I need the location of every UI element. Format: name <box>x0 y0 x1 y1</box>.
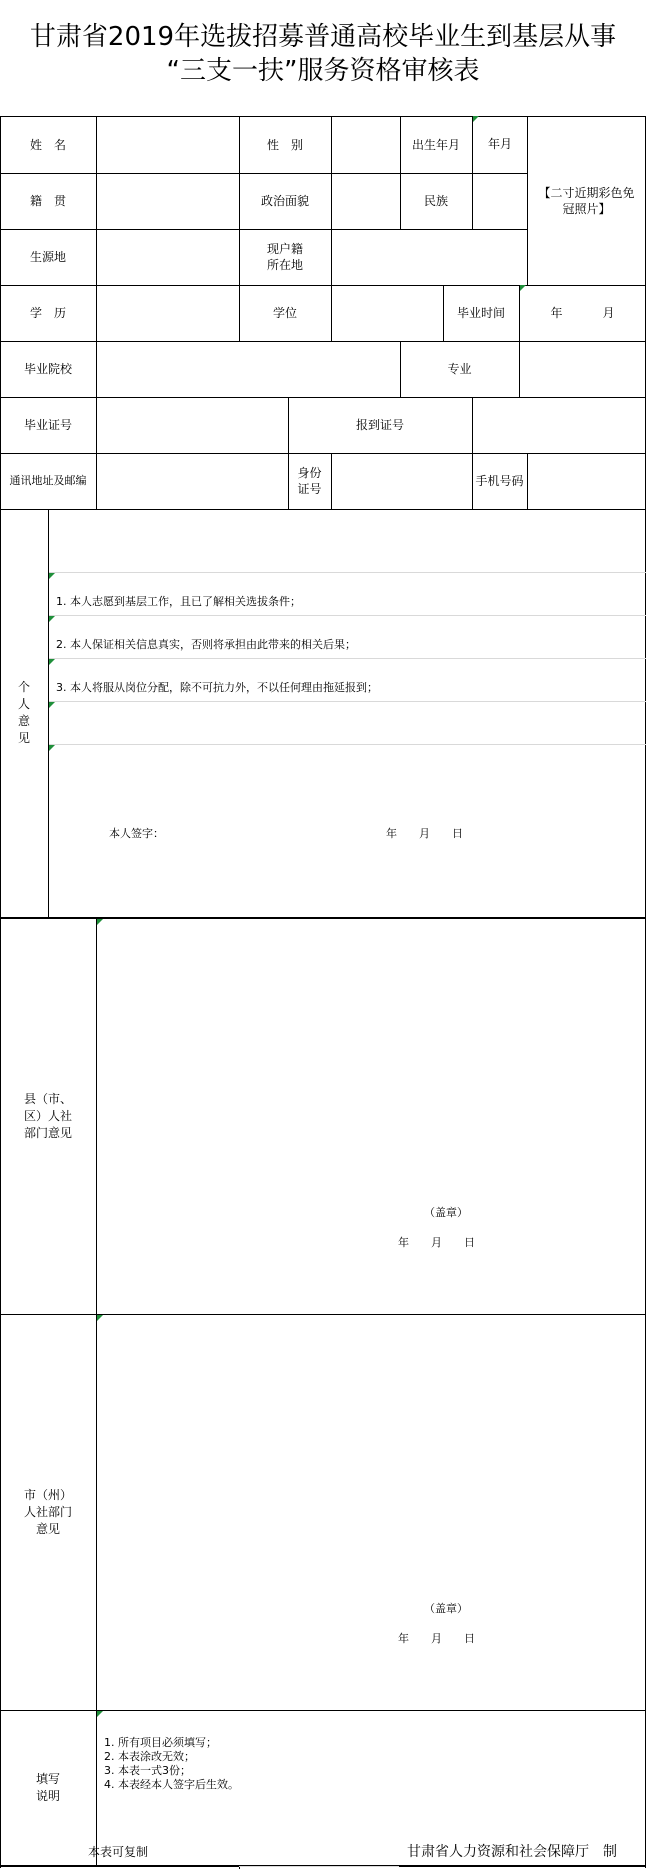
hukou-label-text: 现户籍所在地 <box>266 242 303 272</box>
grad-month: 月 <box>602 306 615 320</box>
label-instructions <box>0 1710 96 1865</box>
form-table <box>0 116 646 1869</box>
personal-label-text: 个人意见 <box>17 680 30 745</box>
label-political: 政治面貌 <box>260 194 309 208</box>
title-line-2: “三支一扶”服务资格审核表 <box>166 56 480 86</box>
label-birth: 出生年月 <box>411 137 460 152</box>
label-hukou <box>239 229 331 285</box>
statement-1: 1. 本人志愿到基层工作，且已了解相关选拔条件； <box>56 595 301 608</box>
copy-note: 本表可复制 <box>88 1845 149 1859</box>
county-date <box>398 1234 475 1250</box>
marker-icon <box>49 702 55 708</box>
personal-date-year: 年 <box>386 827 397 840</box>
title-line-1: 甘肃省2019年选拔招募普通高校毕业生到基层从事 <box>29 22 617 52</box>
county-opinion-area[interactable] <box>97 919 645 1313</box>
label-name: 姓 名 <box>29 137 66 152</box>
city-opinion-area[interactable] <box>97 1315 645 1709</box>
label-gender: 性 别 <box>266 137 303 152</box>
label-school: 毕业院校 <box>23 362 72 376</box>
phone-field[interactable] <box>528 453 645 509</box>
city-date-month: 月 <box>431 1632 442 1645</box>
label-native-place: 籍 贯 <box>29 194 66 208</box>
marker-icon <box>49 616 55 622</box>
native-place-field[interactable] <box>97 173 239 229</box>
city-date-year: 年 <box>398 1632 409 1645</box>
statement-3: 3. 本人将服从岗位分配，除不可抗力外，不以任何理由拖延报到； <box>56 681 378 694</box>
address-field[interactable] <box>97 453 288 509</box>
label-report-no: 报到证号 <box>355 418 404 432</box>
statement-2: 2. 本人保证相关信息真实，否则将承担由此带来的相关后果； <box>56 638 356 651</box>
form-title <box>0 20 646 88</box>
origin-field[interactable] <box>97 229 239 285</box>
county-label-text: 县（市、区）人社部门意见 <box>23 1091 72 1140</box>
hukou-field[interactable] <box>332 229 527 285</box>
label-degree: 学位 <box>272 306 297 320</box>
instructions-label-text: 填写说明 <box>35 1771 60 1803</box>
label-county-opinion <box>0 918 96 1314</box>
label-origin: 生源地 <box>29 250 66 264</box>
instruction-item: 3. 本表一式3份； <box>104 1764 191 1777</box>
county-date-year: 年 <box>398 1236 409 1249</box>
gender-field[interactable] <box>332 116 400 173</box>
label-id-no <box>288 453 331 509</box>
county-seal: （盖章） <box>424 1206 468 1219</box>
id-no-field[interactable] <box>332 453 472 509</box>
marker-icon <box>49 573 55 579</box>
county-date-day: 日 <box>464 1236 475 1249</box>
city-date <box>398 1630 475 1646</box>
instruction-item: 2. 本表涂改无效； <box>104 1750 195 1763</box>
label-diploma-no: 毕业证号 <box>23 418 72 432</box>
photo-placeholder: 【二寸近期彩色免冠照片】 <box>538 185 635 216</box>
grad-year: 年 <box>550 306 563 320</box>
marker-icon <box>97 1711 103 1717</box>
marker-icon <box>49 659 55 665</box>
county-date-month: 月 <box>431 1236 442 1249</box>
label-major: 专业 <box>447 362 472 376</box>
instructions-list <box>104 1736 239 1792</box>
birth-year-month: 年月 <box>487 137 512 151</box>
degree-field[interactable] <box>332 285 443 341</box>
city-seal: （盖章） <box>424 1602 468 1615</box>
ethnicity-field[interactable] <box>473 173 527 229</box>
name-field[interactable] <box>97 116 239 173</box>
label-education: 学 历 <box>29 306 66 320</box>
political-field[interactable] <box>332 173 400 229</box>
label-personal-opinion <box>0 509 48 917</box>
personal-opinion-area[interactable] <box>49 756 645 916</box>
id-no-label-text: 身份证号 <box>297 466 322 496</box>
personal-date-day: 日 <box>452 827 463 840</box>
report-no-field[interactable] <box>473 397 645 453</box>
birth-field[interactable] <box>473 116 527 173</box>
label-phone: 手机号码 <box>475 474 524 488</box>
major-field[interactable] <box>520 341 645 397</box>
label-grad-time: 毕业时间 <box>456 306 505 320</box>
instruction-item: 4. 本表经本人签字后生效。 <box>104 1778 239 1791</box>
label-city-opinion <box>0 1314 96 1710</box>
diploma-no-field[interactable] <box>97 397 288 453</box>
education-field[interactable] <box>97 285 239 341</box>
city-label-text: 市（州）人社部门意见 <box>23 1487 72 1536</box>
personal-date-month: 月 <box>419 827 430 840</box>
label-ethnicity: 民族 <box>423 194 448 208</box>
marker-icon <box>49 745 55 751</box>
issuer: 甘肃省人力资源和社会保障厅 制 <box>407 1844 617 1860</box>
label-address: 通讯地址及邮编 <box>9 474 87 487</box>
instruction-item: 1. 所有项目必须填写； <box>104 1736 217 1749</box>
school-field[interactable] <box>97 341 400 397</box>
photo-box[interactable] <box>528 116 645 285</box>
grad-time-field[interactable] <box>520 285 645 341</box>
city-date-day: 日 <box>464 1632 475 1645</box>
signature-label: 本人签字： <box>109 827 164 840</box>
